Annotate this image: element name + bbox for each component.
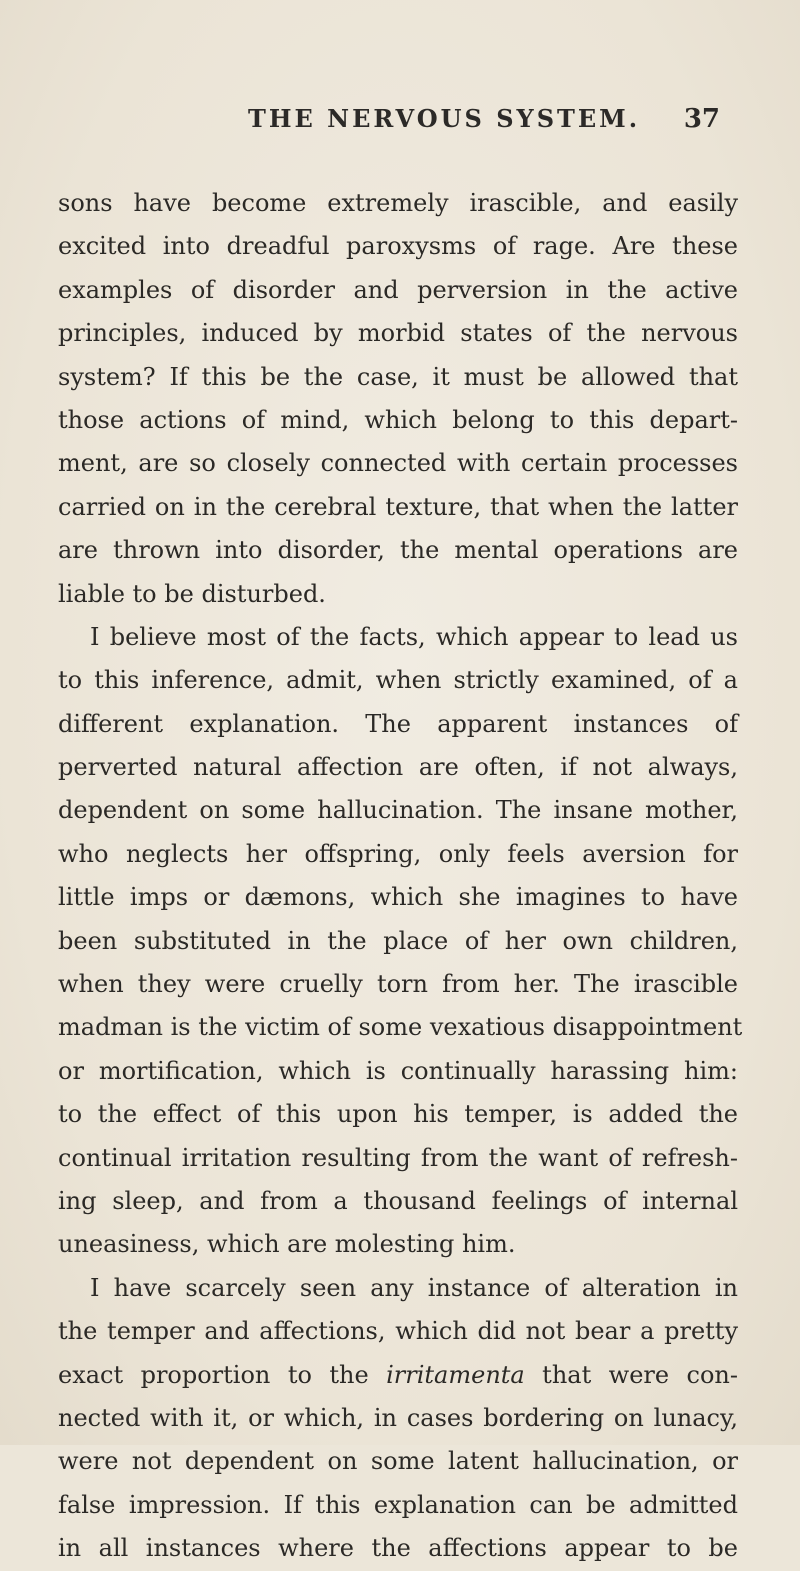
text-line-with-italic	[58, 1354, 738, 1397]
text-line: in all instances where the affections appear to be	[58, 1534, 738, 1563]
text-line: been substituted in the place of her own children,	[58, 926, 738, 955]
italic-term: irritamenta	[386, 1360, 525, 1389]
paragraph-start-line: I believe most of the facts, which appear to lead us	[90, 622, 738, 651]
text-line: to the effect of this upon his temper, is added the	[58, 1100, 738, 1129]
text-line: when they were cruelly torn from her. The irascible	[58, 970, 738, 999]
text-line: little imps or dæmons, which she imagines to have	[58, 883, 738, 912]
text-line: different explanation. The apparent instances of	[58, 709, 738, 738]
text-line: to this inference, admit, when strictly examined, of a	[58, 666, 738, 695]
text-line: principles, induced by morbid states of the nervous	[58, 319, 738, 348]
text-line: examples of disorder and perversion in the active	[58, 275, 738, 304]
text-segment: that were con-	[524, 1360, 738, 1389]
body-text	[58, 182, 743, 1571]
text-line: or mortification, which is continually harassing him:	[58, 1056, 738, 1085]
text-line: nected with it, or which, in cases bordering on lunacy,	[58, 1403, 738, 1432]
text-line: the temper and affections, which did not bear a pretty	[58, 1317, 738, 1346]
text-line: were not dependent on some latent hallucination, or	[58, 1447, 738, 1476]
text-line: false impression. If this explanation can be admitted	[58, 1490, 738, 1519]
text-line: perverted natural affection are often, if not always,	[58, 753, 738, 782]
text-line: ment, are so closely connected with certain processes	[58, 449, 738, 478]
text-line: excited into dreadful paroxysms of rage. Are these	[58, 232, 738, 261]
text-line: who neglects her offspring, only feels aversion for	[58, 839, 738, 868]
text-line: are thrown into disorder, the mental operations are	[58, 536, 738, 565]
text-line: ing sleep, and from a thousand feelings of internal	[58, 1186, 738, 1215]
text-line: carried on in the cerebral texture, that when the latter	[58, 492, 738, 521]
paragraph-start-line: I have scarcely seen any instance of alteration in	[90, 1273, 738, 1302]
paragraph-end-line: liable to be disturbed.	[58, 579, 326, 608]
page-header	[248, 104, 720, 144]
text-line: system? If this be the case, it must be allowed that	[58, 362, 738, 391]
running-head: THE NERVOUS SYSTEM.	[248, 104, 641, 133]
text-line: continual irritation resulting from the want of refresh-	[58, 1143, 738, 1172]
text-line: madman is the victim of some vexatious disappointment	[58, 1013, 743, 1042]
page-number: 37	[683, 104, 720, 134]
text-segment: exact proportion to the	[58, 1360, 387, 1389]
text-line: sons have become extremely irascible, and easily	[58, 189, 738, 217]
paragraph-end-line: uneasiness, which are molesting him.	[58, 1230, 516, 1259]
text-line: dependent on some hallucination. The insane mother,	[58, 796, 738, 825]
text-line: those actions of mind, which belong to this depart-	[58, 405, 738, 434]
